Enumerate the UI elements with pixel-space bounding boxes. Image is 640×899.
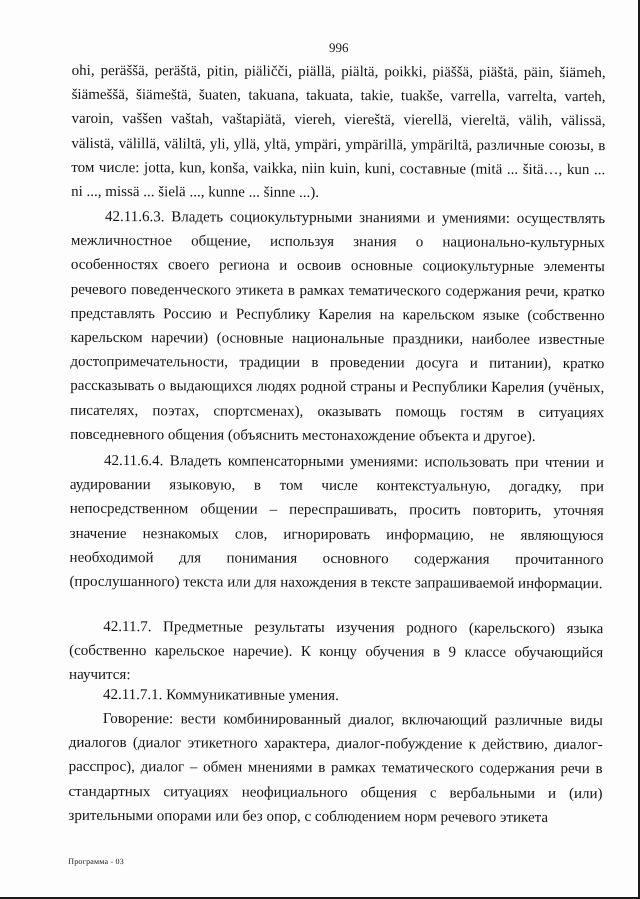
paragraph-subject-results: 42.11.7. Предметные результаты изучения родного (карельского) языка (собственно карельское наречие). К концу обучения в 9 классе обучающийся научится: [69, 618, 604, 684]
paragraph-speaking: Говорение: вести комбинированный диалог, включающий различные виды диалогов (диалог этикетного характера, диалог-побуждение к действию, диалог-расспрос), диалог – обмен мнениями в рамках тематического содержания речи в стандартных ситуациях неофициального общения с вербальными и (или) зрительными опорами или без опор, с соблюдением норм речевого этикета [68, 710, 603, 826]
paragraph-sociocultural-skills: 42.11.6.3. Владеть социокультурными знаниями и умениями: осуществлять межличностное общение, используя знания о национально-культурных особенностях своего региона и освоив основные социокультурные элементы речевого поведенческого этикета в рамках тематического содержания речи, кратко представлять Россию и Республику Карелия на карельском языке (собственно карельском наречии) (основные национальные праздники, наиболее известные достопримечательности, традиции в проведении досуга и питании), кратко рассказывать о выдающихся людях родной страны и Республики Карелия (учёных, писателях, поэтах, спортсменах), оказывать помощь гостям в ситуациях повседневного общения (объяснить местонахождение объекта и другое). [70, 208, 606, 445]
page-footer: Программа - 03 [68, 856, 124, 867]
paragraph-communicative-skills-heading: 42.11.7.1. Коммуникативные умения. [102, 686, 339, 705]
paragraph-word-list: ohi, peräššä, peräštä, pitin, piäličči, piällä, piältä, poikki, piäššä, piäštä, päin, šiämeh, šiämeššä, šiämeštä, šuaten, takuana, takuata, takie, tuakše, varrella, varrelta, varteh, varoin, vaššen vaštah, vaštapiätä, viereh, viereštä, vierellä, viereltä, välih, välissä, välistä, välillä, väliltä, yli, yllä, yltä, ympäri, ympärillä, ympäriltä, различные союзы, в том числе: jotta, kun, konša, vaikka, niin kuin, kuni, составные (mitä ... šitä…, kun ... ni ..., missä ... šielä ..., kunne ... šinne ...). [71, 62, 606, 201]
paragraph-compensatory-skills: 42.11.6.4. Владеть компенсаторными умениями: использовать при чтении и аудировании языковую, в том числе контекстуальную, догадку, при непосредственном общении – переспрашивать, просить повторить, уточняя значение незнакомых слов, игнорировать информацию, не являющуюся необходимой для понимания основного содержания прочитанного (прослушанного) текста или для нахождения в тексте запрашиваемой информации. [69, 452, 605, 593]
page-number: 996 [329, 39, 349, 56]
page-text-block [68, 0, 606, 867]
